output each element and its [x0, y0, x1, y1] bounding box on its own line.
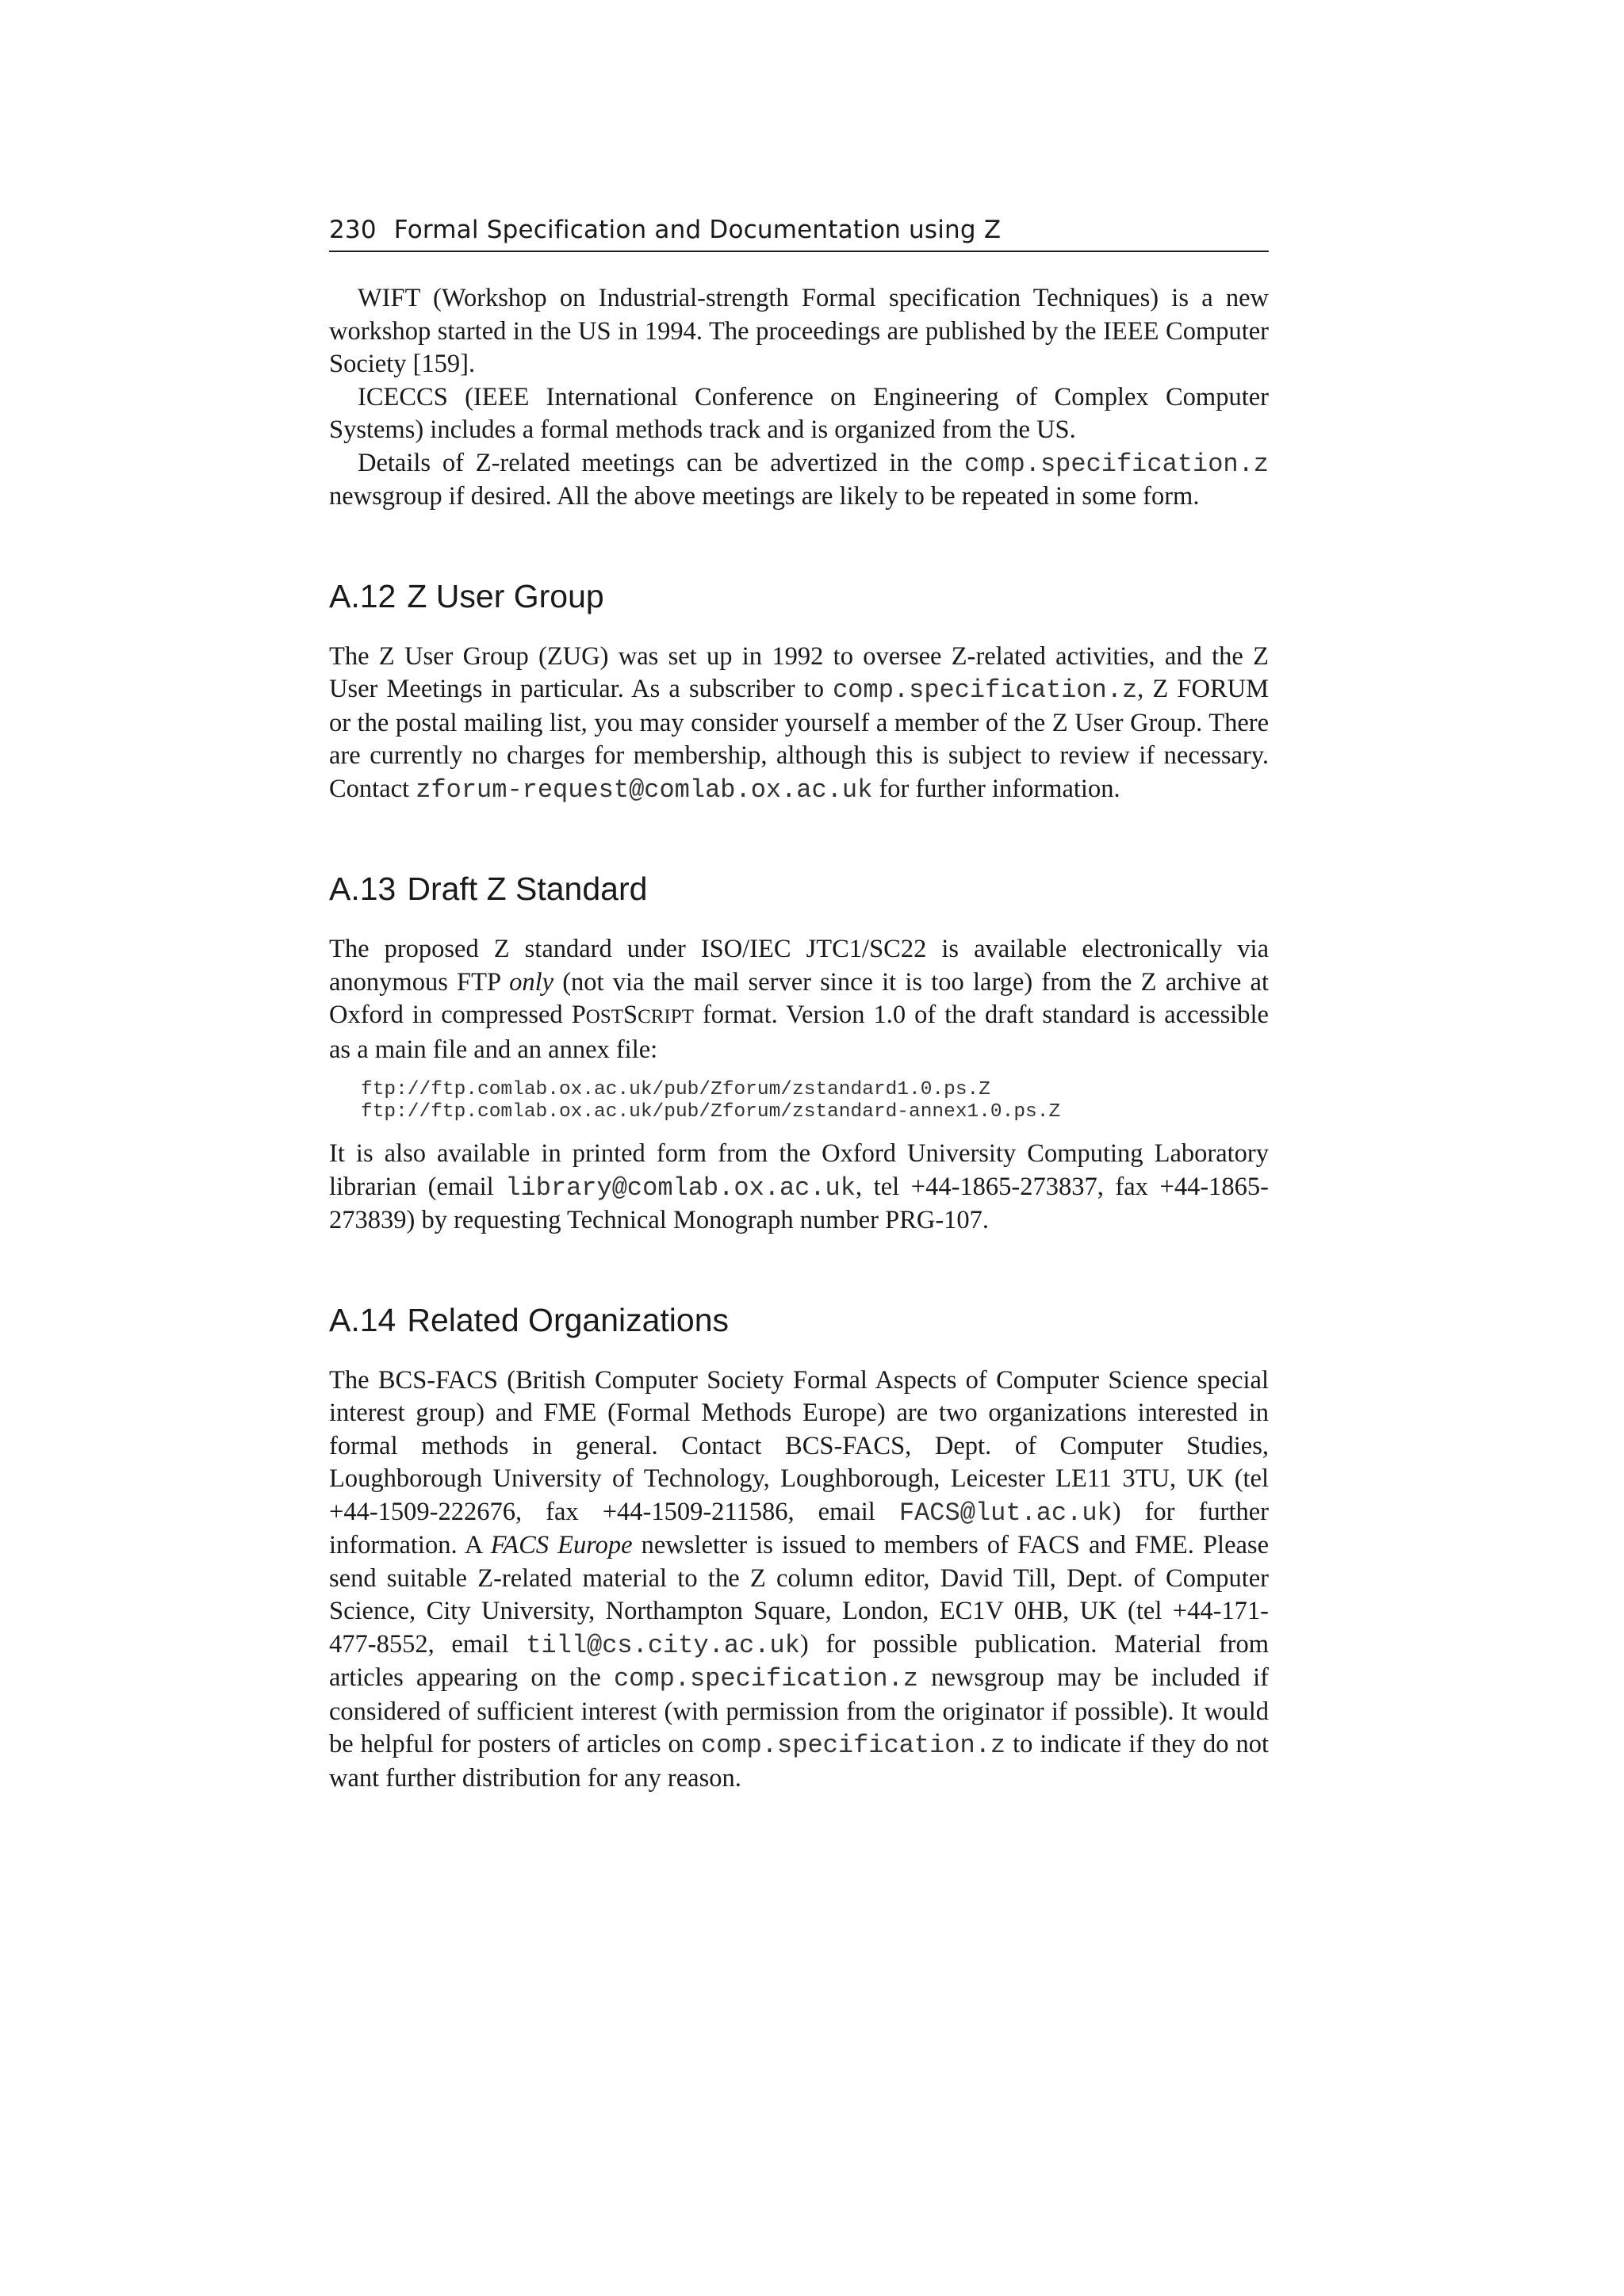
page	[329, 212, 1269, 1795]
section-heading-a12	[329, 576, 1269, 617]
running-header	[329, 212, 1269, 252]
page-number: 230	[329, 216, 377, 244]
paragraph-organizations	[329, 1364, 1269, 1796]
text: ) for further information. A	[329, 1497, 1269, 1559]
text: , tel +44-1865-273837, fax +44-1865-273839) by requesting Technical Monograph number PRG-107.	[329, 1172, 1269, 1234]
text: The Z User Group (ZUG) was set up in 1992 to oversee Z-related activities, and the Z User Meetings in particular. As a subscriber to	[329, 641, 1269, 703]
newsgroup-name: comp.specification.z	[963, 449, 1269, 479]
paragraph-printed-form	[329, 1138, 1269, 1238]
text: newsgroup may be included if considered of sufficient interest (with permission from the originator if possible). It would be helpful for posters of articles on	[329, 1663, 1269, 1758]
ftp-link-annex[interactable]: ftp://ftp.comlab.ox.ac.uk/pub/Zforum/zstandard-annex1.0.ps.Z	[361, 1101, 1061, 1123]
ftp-link-main[interactable]: ftp://ftp.comlab.ox.ac.uk/pub/Zforum/zstandard1.0.ps.Z	[361, 1079, 990, 1100]
paragraph-wift: WIFT (Workshop on Industrial-strength Formal specification Techniques) is a new workshop started in the US in 1994. The proceedings are published by the IEEE Computer Society [159].	[329, 284, 1269, 378]
book-title: Formal Specification and Documentation using Z	[393, 216, 1002, 244]
text: It is also available in printed form from the Oxford University Computing Laboratory librarian (email	[329, 1139, 1269, 1201]
text: for further information.	[872, 774, 1120, 803]
email-address: library@comlab.ox.ac.uk	[505, 1173, 856, 1203]
newsgroup-name: comp.specification.z	[701, 1731, 1006, 1760]
newsgroup-name: comp.specification.z	[833, 675, 1138, 705]
section-title: Draft Z Standard	[407, 871, 648, 907]
section-title: Related Organizations	[407, 1301, 730, 1338]
section-number: A.13	[329, 871, 396, 907]
text: (not via the mail server since it is too large) from the Z archive at Oxford in compressed	[329, 967, 1270, 1029]
text: ) for possible publication. Material from articles appearing on the	[329, 1629, 1269, 1692]
text: newsletter is issued to members of FACS and FME. Please send suitable Z-related material to the Z column editor, David Till, Dept. of Computer Science, City University, Northampton Square, London, EC1V 0HB, UK (tel +44-171-477-8552, email	[329, 1531, 1269, 1659]
emphasis: FACS Europe	[490, 1531, 633, 1559]
text: Details of Z-related meetings can be advertized in the	[358, 448, 964, 477]
text: to indicate if they do not want further distribution for any reason.	[329, 1730, 1270, 1793]
paragraph-meetings	[329, 447, 1269, 514]
section-number: A.12	[329, 577, 396, 614]
section-heading-a14	[329, 1299, 1269, 1341]
section-title: Z User Group	[407, 577, 604, 614]
email-address: FACS@lut.ac.uk	[898, 1498, 1113, 1528]
text: , Z FORUM or the postal mailing list, you may consider yourself a member of the Z User Group. There are currently no charges for membership, although this is subject to review if necessary. Contact	[329, 675, 1269, 803]
email-address: zforum-request@comlab.ox.ac.uk	[416, 775, 873, 805]
section-number: A.14	[329, 1301, 396, 1338]
text: The proposed Z standard under ISO/IEC JTC1/SC22 is available electronically via anonymous FTP	[329, 935, 1269, 997]
text: The BCS-FACS (British Computer Society Formal Aspects of Computer Science special interest group) and FME (Formal Methods Europe) are two organizations interested in formal methods in general. Contact BCS-FACS, Dept. of Computer Studies, Loughborough University of Technology, Loughborough, Leicester LE11 3TU, UK (tel +44-1509-222676, fax +44-1509-211586, email	[329, 1365, 1269, 1526]
paragraph-iceccs: ICECCS (IEEE International Conference on Engineering of Complex Computer Systems) includes a formal methods track and is organized from the US.	[329, 382, 1269, 444]
newsgroup-name: comp.specification.z	[613, 1664, 919, 1693]
ftp-list	[361, 1079, 1269, 1123]
paragraph-zug	[329, 641, 1269, 807]
paragraph-standard	[329, 933, 1269, 1066]
section-heading-a13	[329, 868, 1269, 909]
text: format. Version 1.0 of the draft standard is accessible as a main file and an annex file:	[329, 1001, 1269, 1064]
text: newsgroup if desired. All the above meetings are likely to be repeated in some form.	[329, 482, 1200, 511]
emphasis: only	[509, 967, 554, 997]
postscript-name: POSTSCRIPT	[571, 1001, 694, 1029]
email-address: till@cs.city.ac.uk	[526, 1630, 800, 1660]
